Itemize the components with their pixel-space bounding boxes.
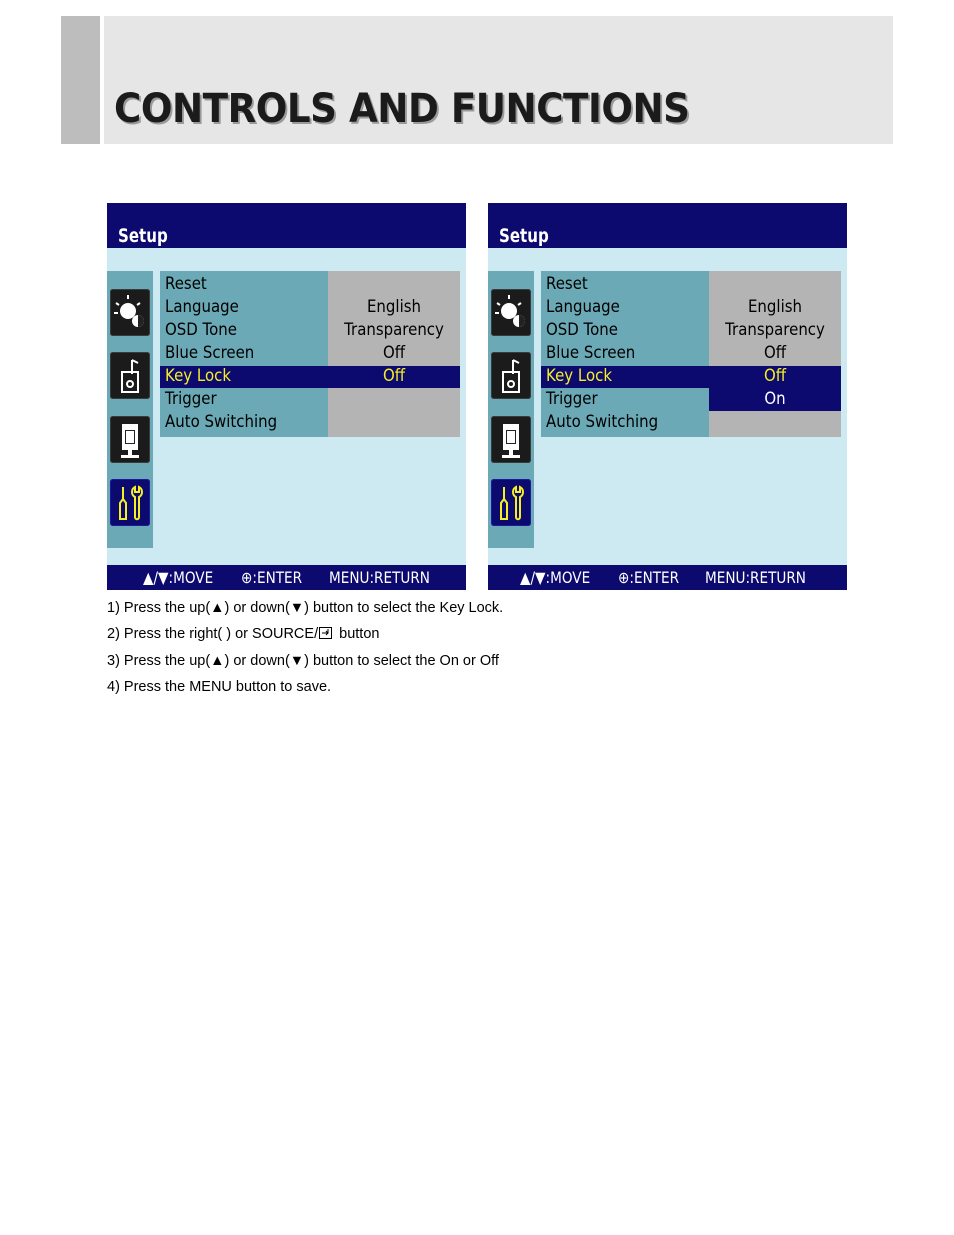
value-key-lock: Off: [382, 366, 406, 386]
osd-title-bar: [488, 203, 847, 248]
icon-column: [107, 271, 153, 548]
menu-item-key-lock[interactable]: Key Lock: [546, 366, 612, 386]
option-off[interactable]: Off: [763, 366, 787, 386]
osd-title: Setup: [499, 225, 549, 247]
menu-item-auto-switching[interactable]: Auto Switching: [546, 412, 659, 432]
instruction-step-2: [107, 626, 379, 642]
instruction-step-4: 4) Press the MENU button to save.: [107, 679, 332, 695]
footer-return: MENU:RETURN: [329, 568, 430, 587]
osd-title-bar: [107, 203, 466, 248]
menu-item-key-lock[interactable]: Key Lock: [165, 366, 231, 386]
osd-title: Setup: [118, 225, 168, 247]
value-blue-screen: Off: [382, 343, 406, 363]
audio-icon[interactable]: [491, 352, 531, 399]
menu-item-osd-tone[interactable]: OSD Tone: [165, 320, 237, 340]
osd-menu-right: [488, 203, 847, 590]
value-language: English: [366, 297, 422, 317]
menu-item-auto-switching[interactable]: Auto Switching: [165, 412, 278, 432]
footer-enter: ⊕:ENTER: [618, 568, 680, 587]
osd-menu-left: [107, 203, 466, 590]
value-osd-tone: Transparency: [725, 320, 825, 340]
instruction-step-2-tail: button: [339, 626, 380, 642]
display-icon[interactable]: [491, 416, 531, 463]
menu-item-language[interactable]: Language: [546, 297, 620, 317]
menu-item-blue-screen[interactable]: Blue Screen: [546, 343, 636, 363]
value-language: English: [747, 297, 803, 317]
value-osd-tone: Transparency: [344, 320, 444, 340]
instruction-step-1: 1) Press the up(▲) or down(▼) button to select the Key Lock.: [107, 600, 504, 616]
icon-column: [488, 271, 534, 548]
footer-return: MENU:RETURN: [705, 568, 806, 587]
setup-tools-icon[interactable]: [491, 479, 531, 526]
menu-item-reset[interactable]: Reset: [165, 274, 207, 294]
footer-enter: ⊕:ENTER: [241, 568, 303, 587]
menu-item-reset[interactable]: Reset: [546, 274, 588, 294]
menu-item-trigger[interactable]: Trigger: [546, 389, 598, 409]
footer-move: ▲/▼:MOVE: [143, 568, 214, 587]
menu-item-blue-screen[interactable]: Blue Screen: [165, 343, 255, 363]
osd-footer: [488, 565, 847, 590]
picture-icon[interactable]: [491, 289, 531, 336]
picture-icon[interactable]: [110, 289, 150, 336]
menu-item-osd-tone[interactable]: OSD Tone: [546, 320, 618, 340]
header-side-block: [61, 16, 100, 144]
display-icon[interactable]: [110, 416, 150, 463]
osd-footer: [107, 565, 466, 590]
page-title: CONTROLS AND FUNCTIONS: [114, 86, 690, 132]
menu-item-trigger[interactable]: Trigger: [165, 389, 217, 409]
audio-icon[interactable]: [110, 352, 150, 399]
option-on[interactable]: On: [764, 389, 786, 409]
footer-move: ▲/▼:MOVE: [520, 568, 591, 587]
menu-item-language[interactable]: Language: [165, 297, 239, 317]
instruction-step-2-text: 2) Press the right( ) or SOURCE/: [107, 626, 319, 642]
enter-key-icon: [319, 627, 332, 639]
setup-tools-icon[interactable]: [110, 479, 150, 526]
value-blue-screen: Off: [763, 343, 787, 363]
instruction-step-3: 3) Press the up(▲) or down(▼) button to select the On or Off: [107, 653, 499, 669]
